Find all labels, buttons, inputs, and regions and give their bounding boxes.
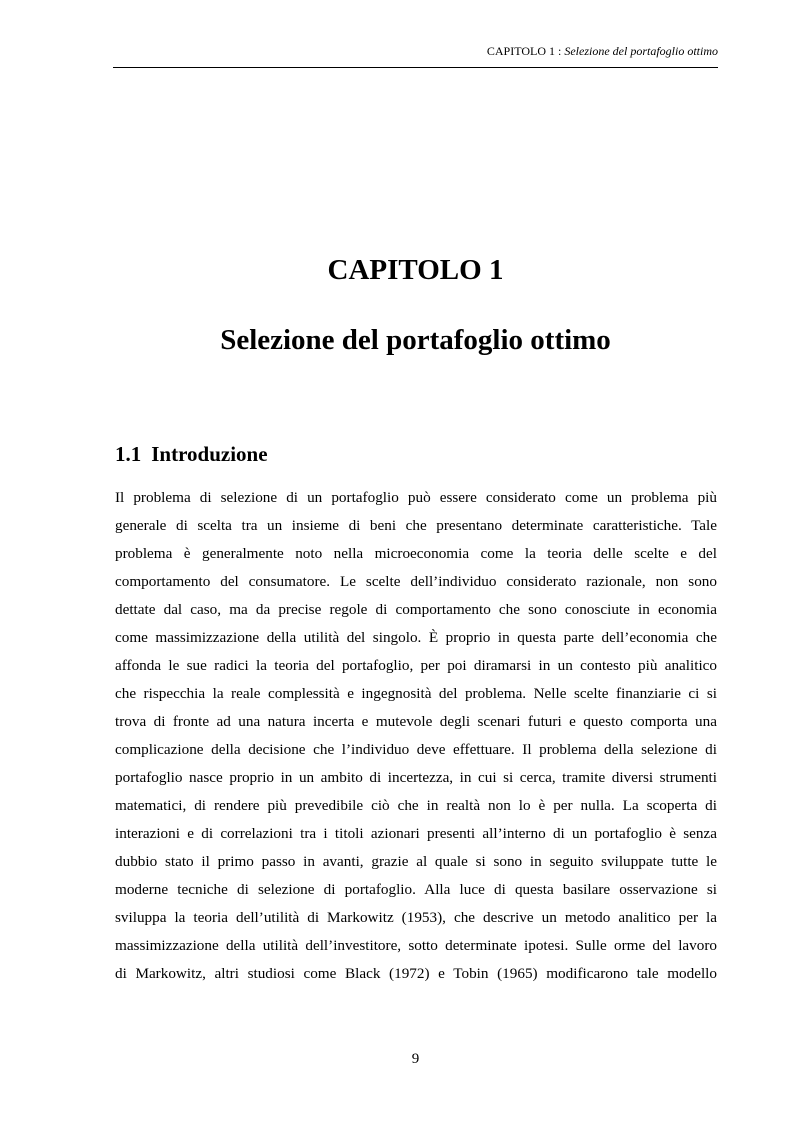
section-number: 1.1: [115, 442, 142, 466]
body-line: Il problema di selezione di un portafoglio può essere considerato come un problema più: [115, 489, 717, 506]
body-line: generale di scelta tra un insieme di beni che presentano determinate caratteristiche. Tale: [115, 517, 717, 534]
body-line: di Markowitz, altri studiosi come Black (1972) e Tobin (1965) modificarono tale modello: [115, 965, 717, 982]
section-heading: [115, 440, 268, 468]
header-rule: [113, 67, 718, 68]
header-chapter-ref: CAPITOLO 1 :: [486, 44, 565, 58]
body-line: interazioni e di correlazioni tra i titoli azionari presenti all’interno di un portafoglio è senza: [115, 825, 717, 842]
body-line: dubbio stato il primo passo in avanti, grazie al quale si sono in seguito sviluppate tutte le: [115, 853, 717, 870]
body-line: dettate dal caso, ma da precise regole di comportamento che sono conosciute in economia: [115, 601, 717, 618]
chapter-label: CAPITOLO 1: [327, 254, 504, 286]
body-line: matematici, di rendere più prevedibile ciò che in realtà non lo è per nulla. La scoperta di: [115, 797, 717, 814]
section-title: Introduzione: [151, 442, 268, 466]
body-line: massimizzazione della utilità dell’investitore, sotto determinate ipotesi. Sulle orme del lavoro: [115, 937, 717, 954]
header-chapter-subject: Selezione del portafoglio ottimo: [564, 44, 718, 58]
running-header: [113, 44, 718, 58]
body-line: affonda le sue radici la teoria del portafoglio, per poi diramarsi in un contesto più analitico: [115, 657, 717, 674]
body-line: problema è generalmente noto nella microeconomia come la teoria delle scelte e del: [115, 545, 717, 562]
body-paragraph: [115, 484, 717, 988]
body-line: portafoglio nasce proprio in un ambito di incertezza, in cui si cerca, tramite diversi strumenti: [115, 769, 717, 786]
body-line: moderne tecniche di selezione di portafoglio. Alla luce di questa basilare osservazione si: [115, 881, 717, 898]
body-line: sviluppa la teoria dell’utilità di Markowitz (1953), che descrive un metodo analitico per la: [115, 909, 717, 926]
body-line: che rispecchia la reale complessità e ingegnosità del problema. Nelle scelte finanziarie ci si: [115, 685, 717, 702]
page-number: 9: [411, 1051, 420, 1067]
body-line: trova di fronte ad una natura incerta e mutevole degli scenari futuri e questo comporta una: [115, 713, 717, 730]
chapter-title: Selezione del portafoglio ottimo: [220, 324, 611, 356]
body-line: come massimizzazione della utilità del singolo. È proprio in questa parte dell’economia che: [115, 629, 717, 646]
body-line: comportamento del consumatore. Le scelte dell’individuo considerato razionale, non sono: [115, 573, 717, 590]
body-line: complicazione della decisione che l’individuo deve effettuare. Il problema della selezione di: [115, 741, 717, 758]
